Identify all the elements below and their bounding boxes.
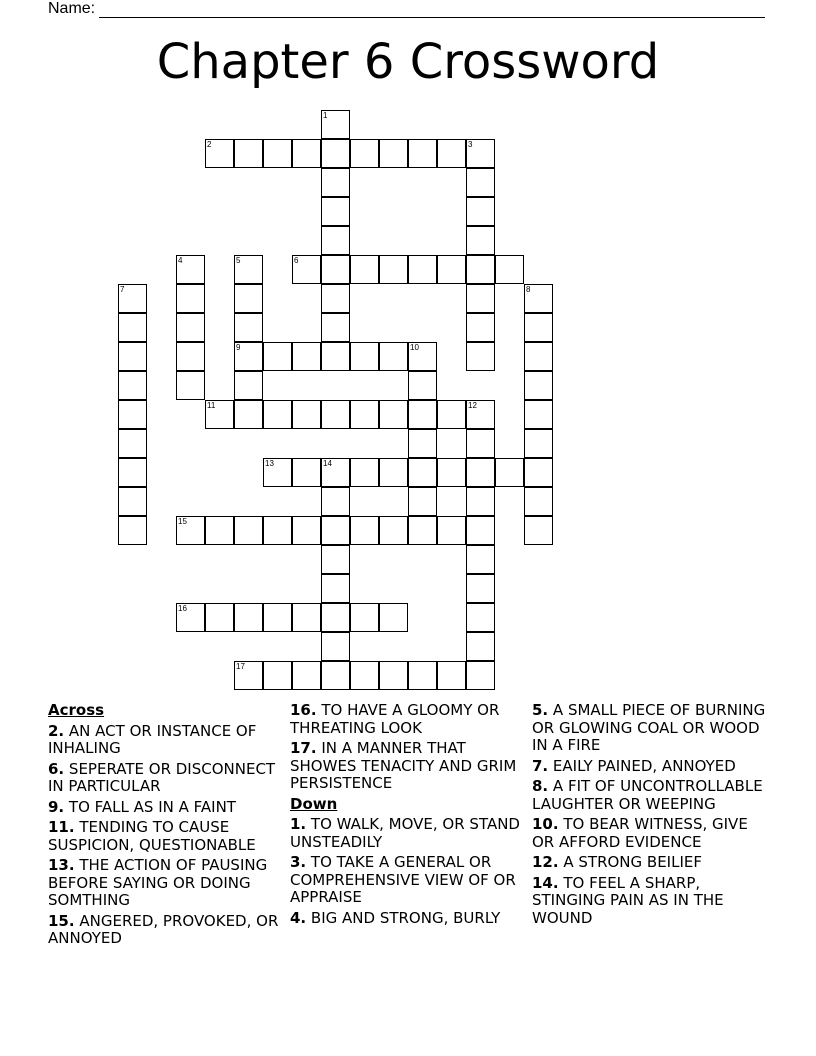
cell-number: 3 — [468, 140, 473, 149]
grid-cell[interactable] — [263, 516, 292, 545]
grid-cell[interactable] — [437, 661, 466, 690]
grid-cell[interactable] — [466, 400, 495, 429]
cell-number: 17 — [236, 662, 245, 671]
grid-cell[interactable] — [118, 371, 147, 400]
grid-cell[interactable] — [321, 632, 350, 661]
grid-cell[interactable] — [234, 603, 263, 632]
grid-cell[interactable] — [263, 661, 292, 690]
grid-cell[interactable] — [234, 255, 263, 284]
grid-cell[interactable] — [234, 661, 263, 690]
grid-cell[interactable] — [176, 603, 205, 632]
grid-cell[interactable] — [408, 342, 437, 371]
grid-cell[interactable] — [466, 516, 495, 545]
clue-down-12: 12. A STRONG BEILIEF — [532, 853, 702, 871]
grid-cell[interactable] — [524, 284, 553, 313]
grid-cell[interactable] — [292, 139, 321, 168]
clue-across-13: 13. THE ACTION OF PAUSING BEFORE SAYING OR DOING SOMTHING — [48, 856, 268, 909]
grid-cell[interactable] — [437, 139, 466, 168]
grid-cell[interactable] — [524, 342, 553, 371]
clue-across-17: 17. IN A MANNER THAT SHOWES TENACITY AND GRIM PERSISTENCE — [290, 739, 517, 792]
grid-cell[interactable] — [292, 342, 321, 371]
grid-cell[interactable] — [495, 458, 524, 487]
cell-number: 9 — [236, 343, 241, 352]
grid-cell[interactable] — [234, 371, 263, 400]
clue-down-3: 3. TO TAKE A GENERAL OR COMPREHENSIVE VIEW OF OR APPRAISE — [290, 853, 516, 906]
grid-cell[interactable] — [176, 284, 205, 313]
grid-cell[interactable] — [437, 458, 466, 487]
grid-cell[interactable] — [350, 661, 379, 690]
grid-cell[interactable] — [524, 429, 553, 458]
grid-cell[interactable] — [466, 197, 495, 226]
grid-cell[interactable] — [408, 429, 437, 458]
grid-cell[interactable] — [118, 487, 147, 516]
grid-cell[interactable] — [205, 516, 234, 545]
grid-cell[interactable] — [524, 487, 553, 516]
grid-cell[interactable] — [234, 516, 263, 545]
grid-cell[interactable] — [263, 603, 292, 632]
grid-cell[interactable] — [321, 487, 350, 516]
cell-number: 8 — [526, 285, 531, 294]
grid-cell[interactable] — [379, 458, 408, 487]
name-label: Name: — [48, 0, 96, 17]
grid-cell[interactable] — [118, 516, 147, 545]
grid-cell[interactable] — [437, 255, 466, 284]
grid-cell[interactable] — [234, 139, 263, 168]
grid-cell[interactable] — [118, 429, 147, 458]
grid-cell[interactable] — [292, 400, 321, 429]
grid-cell[interactable] — [234, 400, 263, 429]
grid-cell[interactable] — [408, 516, 437, 545]
grid-cell[interactable] — [205, 603, 234, 632]
grid-cell[interactable] — [321, 574, 350, 603]
grid-cell[interactable] — [466, 661, 495, 690]
cell-number: 12 — [468, 401, 477, 410]
grid-cell[interactable] — [466, 284, 495, 313]
cell-number: 14 — [323, 459, 332, 468]
grid-cell[interactable] — [263, 139, 292, 168]
grid-cell[interactable] — [263, 342, 292, 371]
grid-cell[interactable] — [118, 458, 147, 487]
grid-cell[interactable] — [321, 545, 350, 574]
grid-cell[interactable] — [524, 458, 553, 487]
grid-cell[interactable] — [321, 516, 350, 545]
grid-cell[interactable] — [321, 197, 350, 226]
grid-cell[interactable] — [292, 516, 321, 545]
grid-cell[interactable] — [466, 632, 495, 661]
cell-number: 16 — [178, 604, 187, 613]
grid-cell[interactable] — [379, 400, 408, 429]
grid-cell[interactable] — [466, 429, 495, 458]
grid-cell[interactable] — [234, 313, 263, 342]
clue-down-1: 1. TO WALK, MOVE, OR STAND UNSTEADILY — [290, 815, 520, 851]
grid-cell[interactable] — [437, 516, 466, 545]
grid-cell[interactable] — [321, 342, 350, 371]
grid-cell[interactable] — [466, 139, 495, 168]
grid-cell[interactable] — [350, 458, 379, 487]
down-heading: Down — [290, 794, 338, 813]
grid-cell[interactable] — [176, 255, 205, 284]
grid-cell[interactable] — [321, 313, 350, 342]
clue-down-14: 14. TO FEEL A SHARP, STINGING PAIN AS IN THE WOUND — [532, 873, 724, 927]
clue-across-6: 6. SEPERATE OR DISCONNECT IN PARTICULAR — [48, 759, 276, 795]
grid-cell[interactable] — [205, 400, 234, 429]
grid-cell[interactable] — [263, 400, 292, 429]
grid-cell[interactable] — [205, 139, 234, 168]
grid-cell[interactable] — [466, 458, 495, 487]
grid-cell[interactable] — [379, 516, 408, 545]
clues-column-3 — [532, 702, 768, 930]
grid-cell[interactable] — [408, 458, 437, 487]
grid-cell[interactable] — [524, 516, 553, 545]
grid-cell[interactable] — [466, 255, 495, 284]
grid-cell[interactable] — [466, 487, 495, 516]
grid-cell[interactable] — [379, 255, 408, 284]
grid-cell[interactable] — [176, 313, 205, 342]
grid-cell[interactable] — [234, 284, 263, 313]
clue-down-7: 7. EAILY PAINED, ANNOYED — [532, 756, 736, 775]
across-heading: Across — [48, 701, 105, 719]
grid-cell[interactable] — [263, 458, 292, 487]
cell-number: 6 — [294, 256, 299, 265]
grid-cell[interactable] — [118, 400, 147, 429]
grid-cell[interactable] — [292, 603, 321, 632]
grid-cell[interactable] — [321, 284, 350, 313]
grid-cell[interactable] — [350, 516, 379, 545]
grid-cell[interactable] — [321, 603, 350, 632]
clues-column-1 — [48, 702, 284, 951]
grid-cell[interactable] — [321, 110, 350, 139]
clue-across-15: 15. ANGERED, PROVOKED, OR ANNOYED — [48, 911, 279, 947]
grid-cell[interactable] — [118, 342, 147, 371]
clue-across-16: 16. TO HAVE A GLOOMY OR THREATING LOOK — [290, 701, 500, 737]
grid-cell[interactable] — [321, 255, 350, 284]
grid-cell[interactable] — [466, 313, 495, 342]
grid-cell[interactable] — [350, 255, 379, 284]
clue-down-4: 4. BIG AND STRONG, BURLY — [290, 908, 501, 927]
grid-cell[interactable] — [466, 574, 495, 603]
grid-cell[interactable] — [118, 284, 147, 313]
grid-cell[interactable] — [176, 342, 205, 371]
grid-cell[interactable] — [379, 603, 408, 632]
clue-down-5: 5. A SMALL PIECE OF BURNING OR GLOWING COAL OR WOOD IN A FIRE — [532, 701, 766, 754]
grid-cell[interactable] — [466, 545, 495, 574]
grid-cell[interactable] — [466, 342, 495, 371]
cell-number: 15 — [178, 517, 187, 526]
grid-cell[interactable] — [408, 139, 437, 168]
cell-number: 2 — [207, 140, 212, 149]
clues-column-2 — [290, 702, 526, 930]
cell-number: 4 — [178, 256, 183, 265]
clue-down-10: 10. TO BEAR WITNESS, GIVE OR AFFORD EVIDENCE — [532, 815, 748, 851]
grid-cell[interactable] — [524, 371, 553, 400]
grid-cell[interactable] — [176, 516, 205, 545]
grid-cell[interactable] — [321, 400, 350, 429]
grid-cell[interactable] — [437, 400, 466, 429]
clue-across-9: 9. TO FALL AS IN A FAINT — [48, 797, 236, 816]
clue-down-8: 8. A FIT OF UNCONTROLLABLE LAUGHTER OR WEEPING — [532, 777, 763, 813]
grid-cell[interactable] — [321, 226, 350, 255]
grid-cell[interactable] — [524, 400, 553, 429]
grid-cell[interactable] — [292, 661, 321, 690]
clue-across-2: 2. AN ACT OR INSTANCE OF INHALING — [48, 721, 257, 757]
grid-cell[interactable] — [495, 255, 524, 284]
grid-cell[interactable] — [379, 139, 408, 168]
cell-number: 10 — [410, 343, 419, 352]
grid-cell[interactable] — [379, 342, 408, 371]
cell-number: 1 — [323, 111, 328, 120]
grid-cell[interactable] — [466, 603, 495, 632]
grid-cell[interactable] — [292, 255, 321, 284]
cell-number: 5 — [236, 256, 241, 265]
cell-number: 13 — [265, 459, 274, 468]
grid-cell[interactable] — [118, 313, 147, 342]
cell-number: 7 — [120, 285, 125, 294]
grid-cell[interactable] — [350, 139, 379, 168]
grid-cell[interactable] — [408, 371, 437, 400]
grid-cell[interactable] — [350, 342, 379, 371]
grid-cell[interactable] — [234, 342, 263, 371]
cell-number: 11 — [207, 401, 216, 410]
grid-cell[interactable] — [466, 168, 495, 197]
grid-cell[interactable] — [408, 255, 437, 284]
grid-cell[interactable] — [321, 458, 350, 487]
grid-cell[interactable] — [321, 139, 350, 168]
grid-cell[interactable] — [292, 458, 321, 487]
grid-cell[interactable] — [408, 661, 437, 690]
grid-cell[interactable] — [408, 400, 437, 429]
grid-cell[interactable] — [524, 313, 553, 342]
grid-cell[interactable] — [466, 226, 495, 255]
grid-cell[interactable] — [408, 487, 437, 516]
grid-cell[interactable] — [379, 661, 408, 690]
grid-cell[interactable] — [321, 661, 350, 690]
grid-cell[interactable] — [350, 400, 379, 429]
page-title: Chapter 6 Crossword — [156, 34, 660, 90]
grid-cell[interactable] — [350, 603, 379, 632]
grid-cell[interactable] — [321, 168, 350, 197]
clue-across-11: 11. TENDING TO CAUSE SUSPICION, QUESTIONABLE — [48, 818, 256, 854]
grid-cell[interactable] — [176, 371, 205, 400]
